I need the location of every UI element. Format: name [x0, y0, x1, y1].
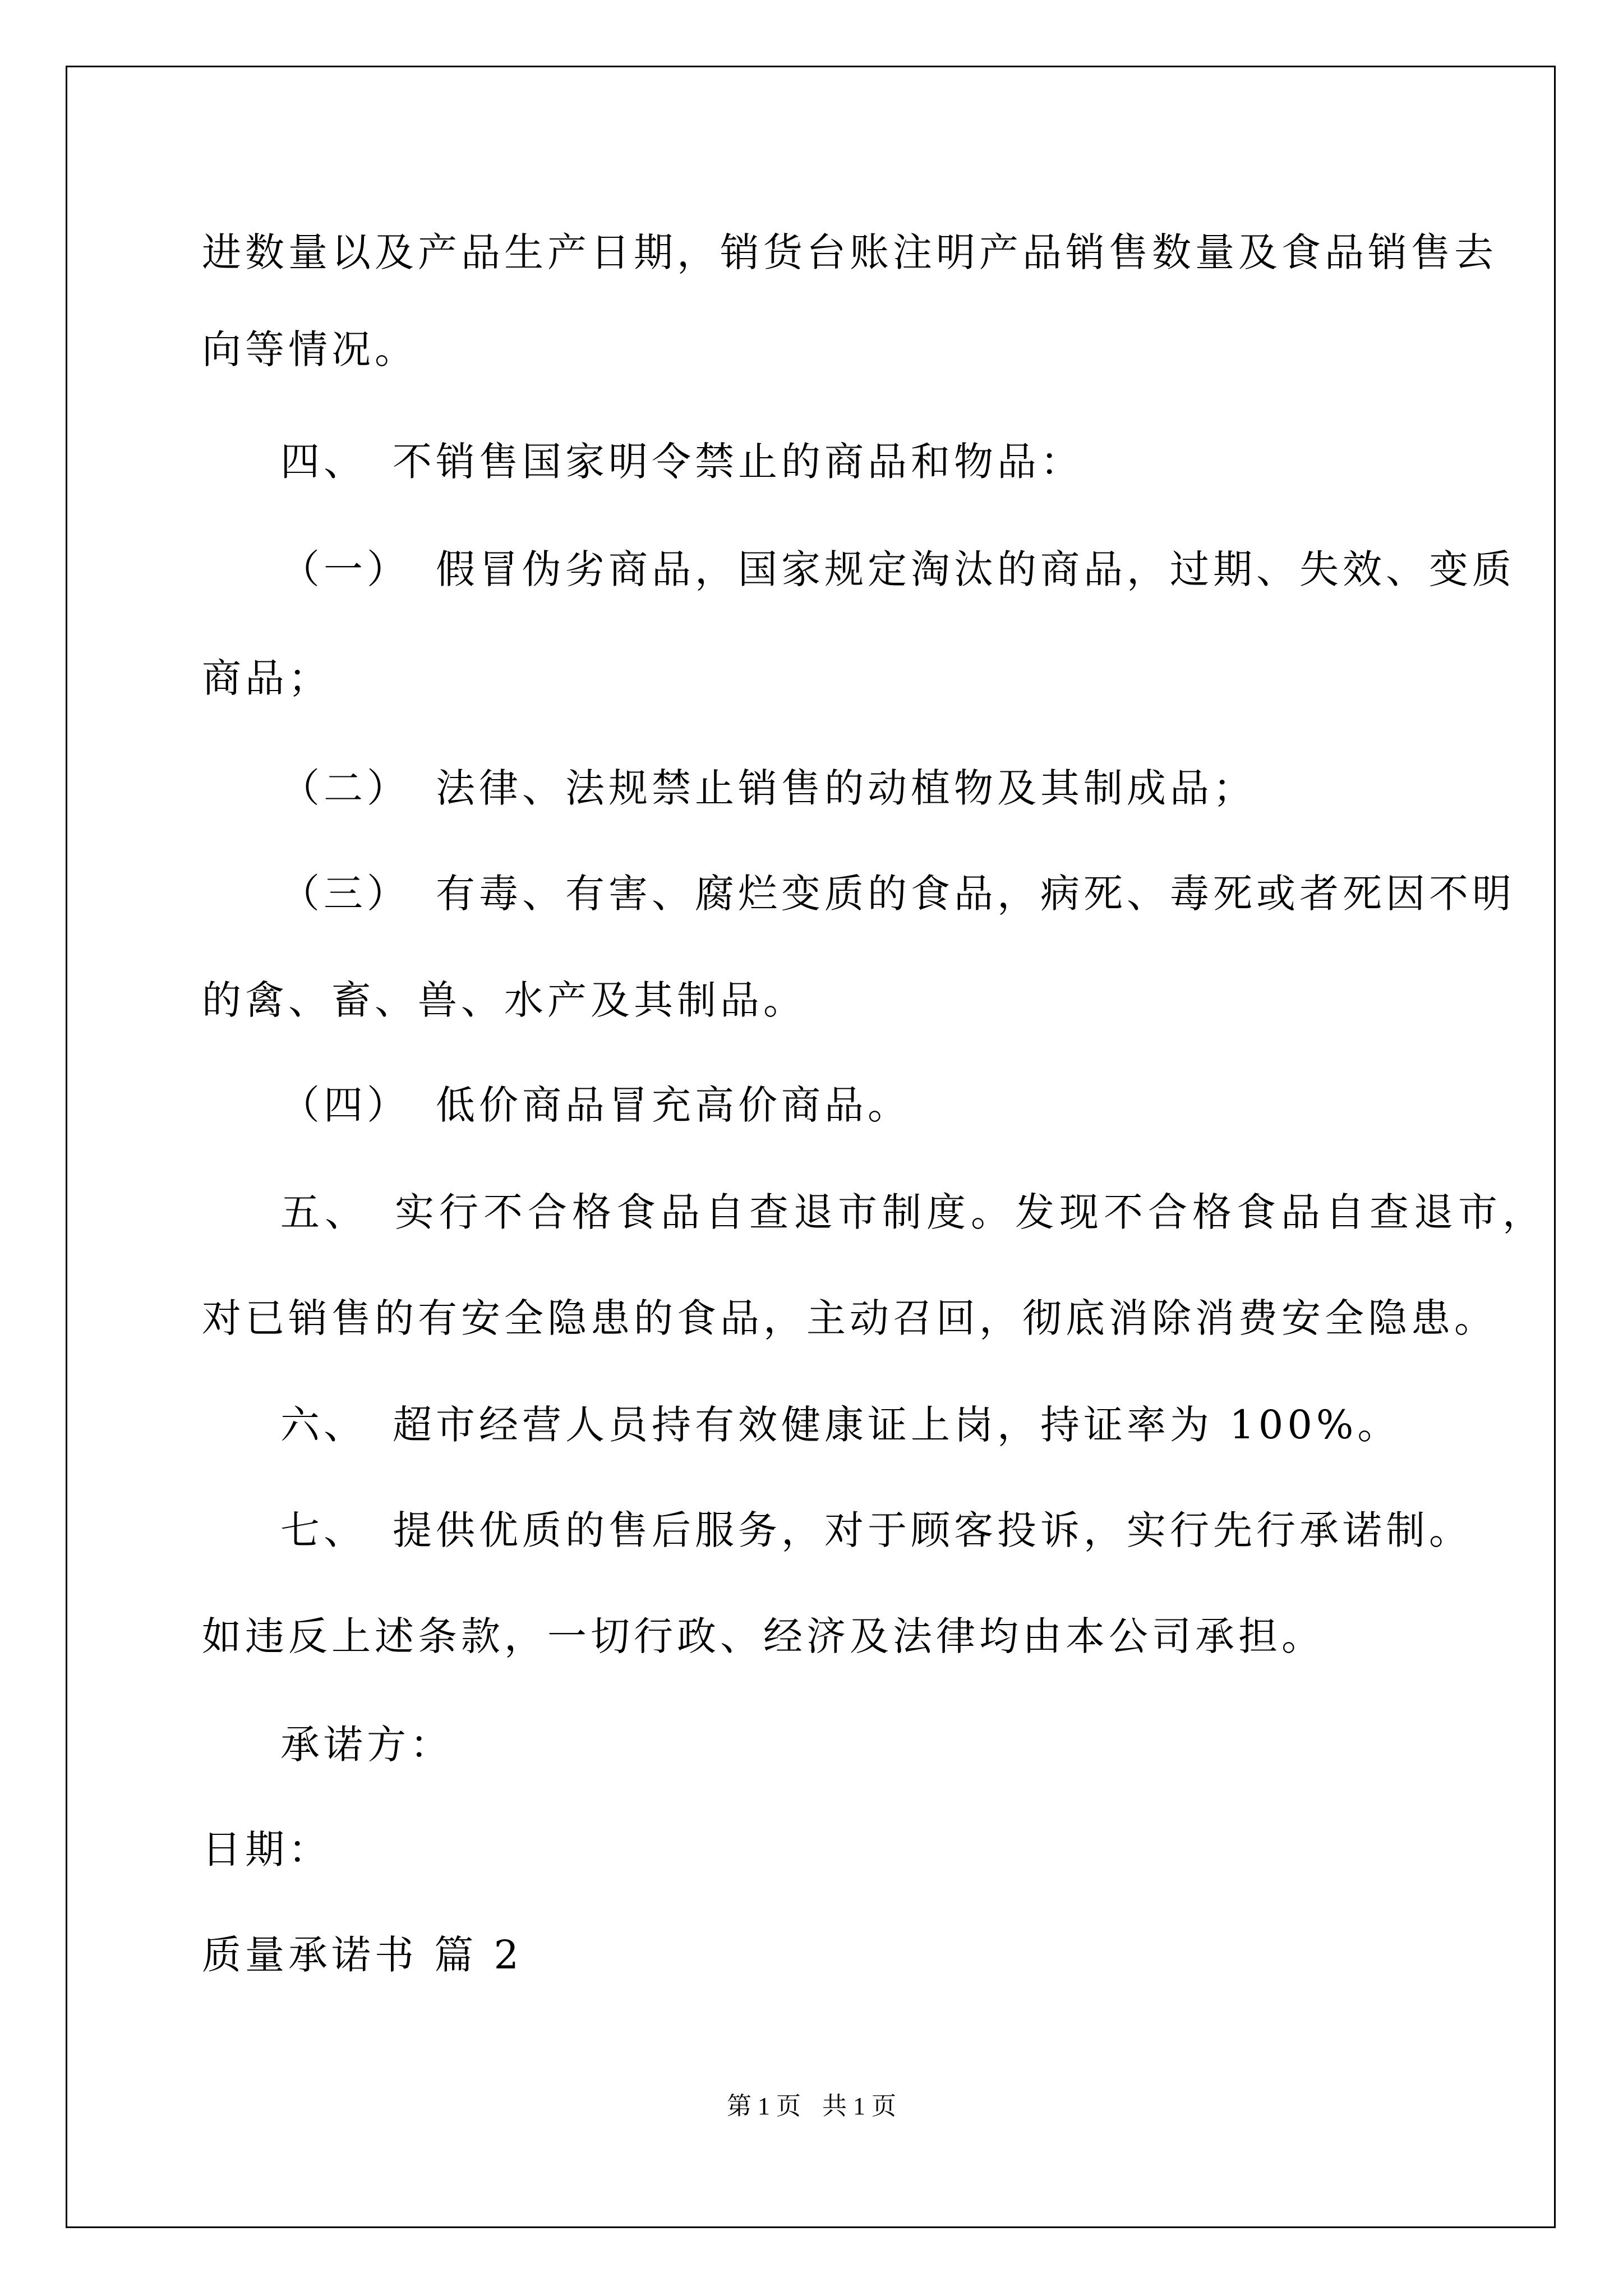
liability-statement: 如违反上述条款，一切行政、经济及法律均由本公司承担。 — [202, 1613, 1325, 1659]
subclause-3-marker: （三） — [280, 871, 410, 917]
clause-5 — [280, 1187, 1547, 1237]
section-heading: 质量承诺书 篇 2 — [202, 1932, 523, 1978]
subclause-4-marker: （四） — [280, 1082, 410, 1128]
clause-5-text: 实行不合格食品自查退市制度。发现不合格食品自查退市， — [395, 1189, 1547, 1235]
promisor-label: 承诺方： — [280, 1722, 453, 1768]
clause-7-text: 提供优质的售后服务，对于顾客投诉，实行先行承诺制。 — [393, 1507, 1472, 1553]
clause-6-marker: 六、 — [280, 1402, 367, 1448]
paragraph-line-1: 进数量以及产品生产日期，销货台账注明产品销售数量及食品销售去 — [202, 229, 1497, 275]
clause-4-marker: 四、 — [280, 439, 367, 485]
subclause-2-marker: （二） — [280, 765, 410, 811]
date-label: 日期： — [202, 1826, 331, 1872]
subclause-1-text: 假冒伪劣商品，国家规定淘汰的商品，过期、失效、变质 — [436, 546, 1515, 592]
clause-5-marker: 五、 — [280, 1189, 369, 1235]
clause-7-marker: 七、 — [280, 1507, 367, 1553]
subclause-3-text: 有毒、有害、腐烂变质的食品，病死、毒死或者死因不明 — [436, 871, 1515, 917]
clause-5-continuation: 对已销售的有安全隐患的食品，主动召回，彻底消除消费安全隐患。 — [202, 1295, 1497, 1341]
page-footer — [0, 2091, 1623, 2122]
subclause-3-continuation: 的禽、畜、兽、水产及其制品。 — [202, 977, 806, 1023]
subclause-2-text: 法律、法规禁止销售的动植物及其制成品； — [436, 765, 1256, 811]
subclause-4 — [280, 1080, 911, 1130]
page-border — [66, 66, 1556, 2228]
subclause-1-marker: （一） — [280, 546, 410, 592]
clause-6 — [280, 1400, 1400, 1450]
paragraph-line-2: 向等情况。 — [202, 326, 418, 372]
subclause-1 — [280, 544, 1515, 595]
clause-7 — [280, 1505, 1472, 1556]
total-pages: 共 1 页 — [822, 2092, 896, 2120]
clause-6-text: 超市经营人员持有效健康证上岗，持证率为 100%。 — [393, 1402, 1401, 1448]
clause-4 — [280, 436, 1083, 487]
subclause-4-text: 低价商品冒充高价商品。 — [436, 1082, 911, 1128]
subclause-1-continuation: 商品； — [202, 655, 331, 701]
clause-4-text: 不销售国家明令禁止的商品和物品： — [393, 439, 1083, 485]
subclause-3 — [280, 868, 1515, 919]
subclause-2 — [280, 763, 1256, 813]
page-number: 第 1 页 — [727, 2092, 801, 2120]
